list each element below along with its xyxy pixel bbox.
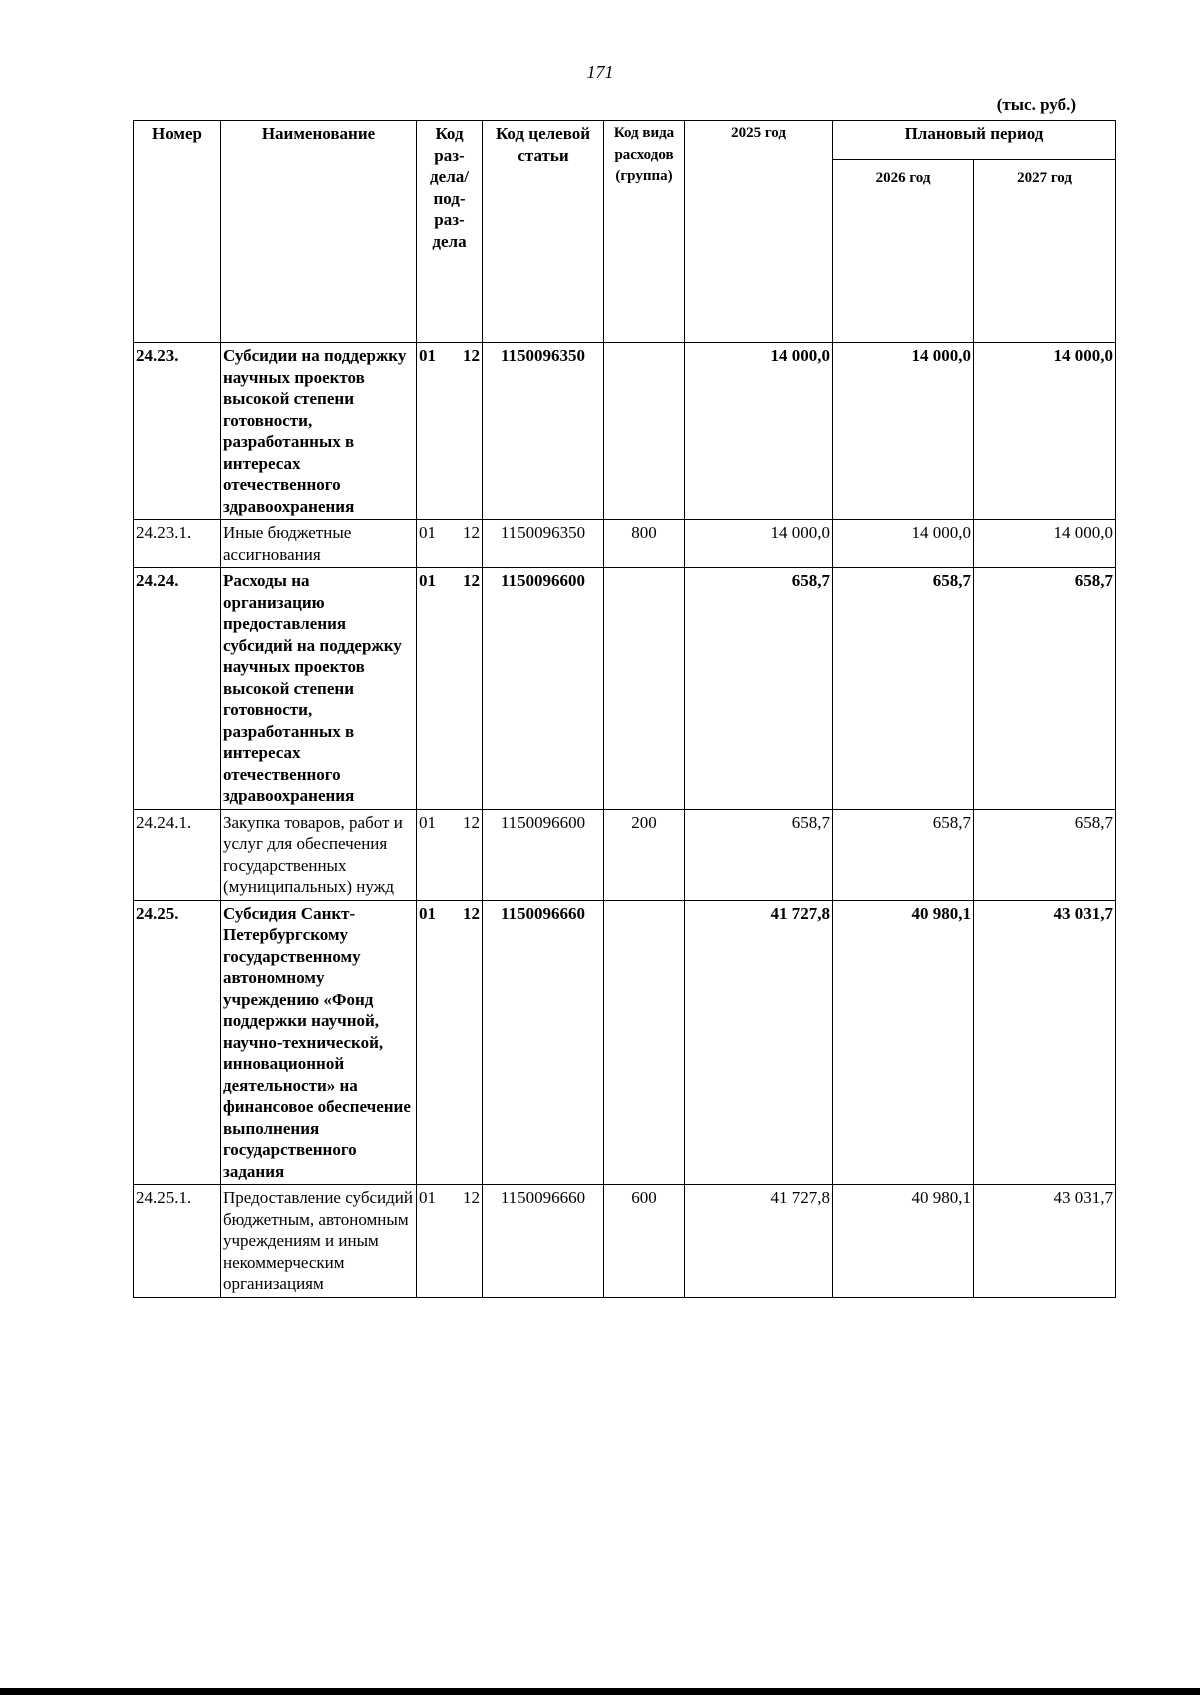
row-2025: 14 000,0 [685,520,833,568]
row-razdel [417,568,483,810]
header-planned-period: Плановый период [833,121,1116,160]
row-vr: 200 [604,809,685,900]
table-row [134,809,1116,900]
table-row [134,568,1116,810]
row-2025: 658,7 [685,568,833,810]
row-2025: 658,7 [685,809,833,900]
row-2027: 658,7 [974,568,1116,810]
row-2026: 40 980,1 [833,900,974,1185]
podrazdel-code: 12 [463,903,480,923]
row-razdel [417,900,483,1185]
podrazdel-code: 12 [463,346,480,365]
row-razdel [417,343,483,520]
page-number: 171 [586,62,614,82]
row-2027: 14 000,0 [974,520,1116,568]
row-csr: 1150096600 [483,568,604,810]
budget-table [133,120,1116,1298]
row-2025: 14 000,0 [685,343,833,520]
bottom-scan-border [0,1688,1200,1695]
row-2025: 41 727,8 [685,1185,833,1298]
razdel-code: 01 [419,571,436,590]
header-name: Наименование [221,121,417,343]
header-2027: 2027 год [974,160,1116,343]
row-vr [604,900,685,1185]
podrazdel-code: 12 [463,1188,480,1207]
row-number: 24.25. [134,900,221,1185]
row-number: 24.23. [134,343,221,520]
row-csr: 1150096350 [483,343,604,520]
row-2026: 658,7 [833,809,974,900]
podrazdel-code: 12 [463,523,480,542]
row-number: 24.25.1. [134,1185,221,1298]
row-2026: 14 000,0 [833,343,974,520]
razdel-code: 01 [419,903,436,923]
row-razdel [417,809,483,900]
row-vr [604,343,685,520]
row-vr: 800 [604,520,685,568]
row-name: Расходы на организацию предоставления субсидий на поддержку научных проектов высокой степени готовности, разработанных в интересах отечественного здравоохранения [221,568,417,810]
razdel-code: 01 [419,346,436,365]
header-row [134,121,1116,160]
row-csr: 1150096660 [483,900,604,1185]
units-label: (тыс. руб.) [996,95,1076,114]
row-2027: 658,7 [974,809,1116,900]
razdel-code: 01 [419,1188,436,1207]
row-number: 24.24.1. [134,809,221,900]
header-razdel: Код раз- дела/ под- раз- дела [417,121,483,343]
row-2026: 14 000,0 [833,520,974,568]
header-csr: Код целевой статьи [483,121,604,343]
row-csr: 1150096600 [483,809,604,900]
razdel-code: 01 [419,523,436,542]
header-2025: 2025 год [685,121,833,343]
row-2025: 41 727,8 [685,900,833,1185]
row-number: 24.23.1. [134,520,221,568]
row-name: Субсидии на поддержку научных проектов высокой степени готовности, разработанных в интересах отечественного здравоохранения [221,343,417,520]
header-vr: Код вида расходов (группа) [604,121,685,343]
podrazdel-code: 12 [463,812,480,832]
row-2027: 43 031,7 [974,1185,1116,1298]
row-2026: 40 980,1 [833,1185,974,1298]
row-name: Субсидия Санкт-Петербургскому государственному автономному учреждению «Фонд поддержки научной, научно-технической, инновационной деятельности» на финансовое обеспечение выполнения государственного задания [221,900,417,1185]
row-csr: 1150096660 [483,1185,604,1298]
podrazdel-code: 12 [463,571,480,590]
table-row [134,343,1116,520]
row-csr: 1150096350 [483,520,604,568]
table-row [134,520,1116,568]
row-razdel [417,1185,483,1298]
row-name: Предоставление субсидий бюджетным, автономным учреждениям и иным некоммерческим организациям [221,1185,417,1298]
table-row [134,900,1116,1185]
razdel-code: 01 [419,812,436,832]
row-2026: 658,7 [833,568,974,810]
row-number: 24.24. [134,568,221,810]
table-row [134,1185,1116,1298]
row-2027: 43 031,7 [974,900,1116,1185]
header-2026: 2026 год [833,160,974,343]
row-vr [604,568,685,810]
row-2027: 14 000,0 [974,343,1116,520]
row-name: Иные бюджетные ассигнования [221,520,417,568]
header-number: Номер [134,121,221,343]
row-razdel [417,520,483,568]
row-vr: 600 [604,1185,685,1298]
row-name: Закупка товаров, работ и услуг для обеспечения государственных (муниципальных) нужд [221,809,417,900]
